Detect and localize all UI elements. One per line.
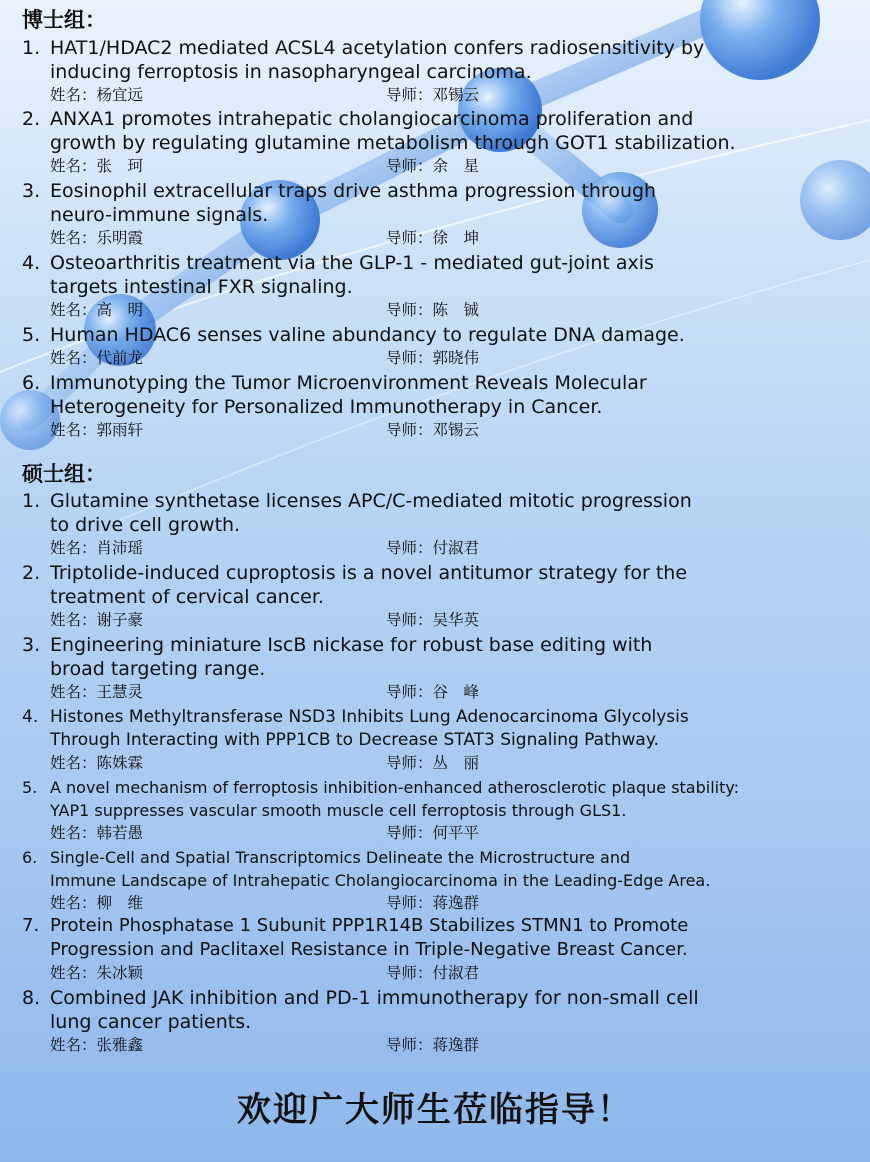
entry-meta xyxy=(22,155,867,177)
master-entry-3 xyxy=(22,633,867,703)
student-name: 姓名：代前龙 xyxy=(50,349,144,367)
student-name: 姓名：韩若愚 xyxy=(50,824,144,842)
entry-meta xyxy=(22,962,867,984)
phd-entry-3 xyxy=(22,179,867,249)
entry-title-line: 3. Engineering miniature IscB nickase for robust base editing with xyxy=(22,634,653,656)
entry-title-line: 8. Combined JAK inhibition and PD-1 immunotherapy for non-small cell xyxy=(22,987,699,1009)
student-name: 姓名：王慧灵 xyxy=(50,683,144,701)
advisor-name: 导师：余 星 xyxy=(386,157,480,175)
student-name: 姓名：乐明霞 xyxy=(50,229,144,247)
entry-title-line: 4. Histones Methyltransferase NSD3 Inhibits Lung Adenocarcinoma Glycolysis xyxy=(22,707,689,727)
master-section-title: 硕士组： xyxy=(22,462,106,486)
advisor-name: 导师：邓锡云 xyxy=(386,86,480,104)
entry-meta xyxy=(22,347,867,369)
entry-title-line: Through Interacting with PPP1CB to Decrease STAT3 Signaling Pathway. xyxy=(50,730,659,750)
advisor-name: 导师：邓锡云 xyxy=(386,421,480,439)
advisor-name: 导师：付淑君 xyxy=(386,539,480,557)
entry-title-line: 5. Human HDAC6 senses valine abundancy to regulate DNA damage. xyxy=(22,324,685,346)
entry-title-line: Immune Landscape of Intrahepatic Cholangiocarcinoma in the Leading-Edge Area. xyxy=(50,871,711,890)
entry-title-line: 1. Glutamine synthetase licenses APC/C-mediated mitotic progression xyxy=(22,490,692,512)
entry-meta xyxy=(22,681,867,703)
entry-title-line: neuro-immune signals. xyxy=(50,204,269,226)
entry-title-line: targets intestinal FXR signaling. xyxy=(50,276,353,298)
entry-meta xyxy=(22,419,867,441)
entry-meta xyxy=(22,84,867,106)
advisor-name: 导师：徐 坤 xyxy=(386,229,480,247)
student-name: 姓名：肖沛瑶 xyxy=(50,539,144,557)
advisor-name: 导师：郭晓伟 xyxy=(386,349,480,367)
student-name: 姓名：柳 维 xyxy=(50,894,144,912)
entry-title-line: 2. ANXA1 promotes intrahepatic cholangiocarcinoma proliferation and xyxy=(22,108,694,130)
entry-title-line: 3. Eosinophil extracellular traps drive asthma progression through xyxy=(22,180,657,202)
entry-meta xyxy=(22,752,867,774)
phd-entry-5 xyxy=(22,323,867,369)
entry-title-line: treatment of cervical cancer. xyxy=(50,586,324,608)
advisor-name: 导师：付淑君 xyxy=(386,964,480,982)
student-name: 姓名：郭雨轩 xyxy=(50,421,144,439)
student-name: 姓名：高 明 xyxy=(50,301,144,319)
entry-meta xyxy=(22,892,867,914)
student-name: 姓名：张雅鑫 xyxy=(50,1036,144,1054)
entry-title-line: 4. Osteoarthritis treatment via the GLP-1 - mediated gut-joint axis xyxy=(22,252,654,274)
master-entry-6 xyxy=(22,846,867,914)
student-name: 姓名：杨宜远 xyxy=(50,86,144,104)
entry-title-line: 6. Single-Cell and Spatial Transcriptomics Delineate the Microstructure and xyxy=(22,848,631,867)
entry-title-line: growth by regulating glutamine metabolism through GOT1 stabilization. xyxy=(50,132,736,154)
master-entry-4 xyxy=(22,706,867,774)
entry-meta xyxy=(22,609,867,631)
master-entry-8 xyxy=(22,986,867,1056)
phd-entry-6 xyxy=(22,371,867,441)
entry-title-line: Progression and Paclitaxel Resistance in Triple-Negative Breast Cancer. xyxy=(50,939,688,960)
entry-title-line: 5. A novel mechanism of ferroptosis inhibition-enhanced atherosclerotic plaque stability: xyxy=(22,778,740,797)
entry-title-line: Heterogeneity for Personalized Immunotherapy in Cancer. xyxy=(50,396,603,418)
phd-entry-4 xyxy=(22,251,867,321)
phd-entry-1 xyxy=(22,36,867,106)
entry-title-line: 1. HAT1/HDAC2 mediated ACSL4 acetylation confers radiosensitivity by xyxy=(22,37,705,59)
entry-title-line: 7. Protein Phosphatase 1 Subunit PPP1R14B Stabilizes STMN1 to Promote xyxy=(22,915,689,936)
entry-title-line: inducing ferroptosis in nasopharyngeal carcinoma. xyxy=(50,61,532,83)
entry-meta xyxy=(22,1034,867,1056)
advisor-name: 导师：谷 峰 xyxy=(386,683,480,701)
master-entry-1 xyxy=(22,489,867,559)
student-name: 姓名：谢子豪 xyxy=(50,611,144,629)
phd-entry-2 xyxy=(22,107,867,177)
entry-meta xyxy=(22,227,867,249)
phd-section-title: 博士组： xyxy=(22,8,106,32)
student-name: 姓名：张 珂 xyxy=(50,157,144,175)
student-name: 姓名：陈姝霖 xyxy=(50,754,144,772)
entry-title-line: to drive cell growth. xyxy=(50,514,241,536)
advisor-name: 导师：陈 铖 xyxy=(386,301,480,319)
advisor-name: 导师：吴华英 xyxy=(386,611,480,629)
advisor-name: 导师：丛 丽 xyxy=(386,754,480,772)
master-entry-7 xyxy=(22,914,867,984)
advisor-name: 导师：蒋逸群 xyxy=(386,1036,480,1054)
student-name: 姓名：朱冰颖 xyxy=(50,964,144,982)
entry-title-line: broad targeting range. xyxy=(50,658,266,680)
entry-meta xyxy=(22,299,867,321)
advisor-name: 导师：何平平 xyxy=(386,824,480,842)
master-entry-5 xyxy=(22,776,867,844)
master-entry-2 xyxy=(22,561,867,631)
entry-meta xyxy=(22,822,867,844)
entry-title-line: 6. Immunotyping the Tumor Microenvironment Reveals Molecular xyxy=(22,372,647,394)
entry-title-line: YAP1 suppresses vascular smooth muscle cell ferroptosis through GLS1. xyxy=(50,801,627,820)
welcome-footer: 欢迎广大师生莅临指导！ xyxy=(237,1090,633,1130)
advisor-name: 导师：蒋逸群 xyxy=(386,894,480,912)
entry-title-line: 2. Triptolide-induced cuproptosis is a novel antitumor strategy for the xyxy=(22,562,688,584)
entry-title-line: lung cancer patients. xyxy=(50,1011,252,1033)
entry-meta xyxy=(22,537,867,559)
